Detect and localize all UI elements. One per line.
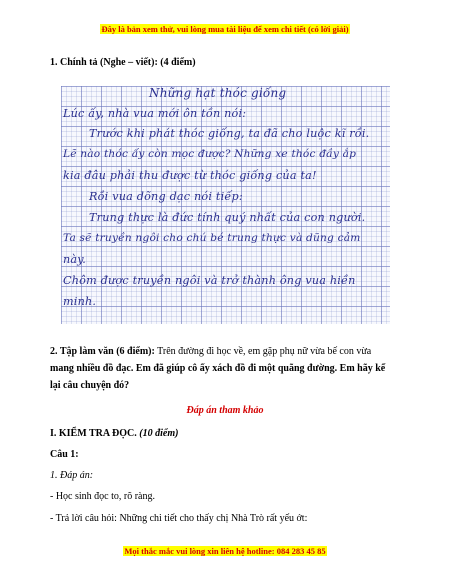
section-points: (10 điểm)	[139, 428, 179, 439]
answer-bullet: - Trả lời câu hỏi: Những chi tiết cho thấy chị Nhà Trò rất yếu ớt:	[50, 513, 308, 524]
handwriting-line: Trung thực là đức tính quý nhất của con người.	[89, 211, 366, 224]
top-banner-text: Đây là bản xem thử, vui lòng mua tài liệu để xem chi tiết (có lời giải)	[101, 24, 349, 34]
handwriting-line: Lẽ nào thóc ấy còn mọc được? Những xe thóc đầy ắp	[63, 148, 357, 160]
handwriting-line: này.	[63, 253, 87, 266]
section-heading	[50, 427, 178, 440]
essay-label: 2. Tập làm văn (6 điểm):	[50, 346, 155, 357]
handwriting-line: Lúc ấy, nhà vua mới ôn tồn nói:	[63, 107, 247, 120]
essay-prompt-bold: mang nhiều đồ đạc. Em đã giúp cô ấy xách đồ đi một quãng đường. Em hãy kể lại câu chuyện đó?	[50, 363, 386, 391]
essay-prompt-plain: Trên đường đi học về, em gặp phụ nữ vừa bế con vừa	[154, 346, 372, 357]
handwriting-line: Rồi vua dõng dạc nói tiếp:	[89, 190, 243, 203]
bottom-banner-text: Mọi thắc mắc vui lòng xin liên hệ hotline: 084 283 45 85	[124, 546, 326, 556]
handwriting-line: Chôm được truyền ngôi và trở thành ông vua hiền	[63, 274, 356, 287]
handwriting-line: minh.	[63, 295, 97, 308]
answer-heading: Đáp án tham khảo	[186, 405, 264, 416]
answer-bullet: - Học sinh đọc to, rõ ràng.	[50, 491, 155, 502]
question-label: Câu 1:	[50, 449, 79, 460]
essay-question	[50, 343, 395, 394]
handwriting-title: Những hạt thóc giống	[149, 86, 287, 100]
handwriting-line: Trước khi phát thóc giống, ta đã cho luộc kĩ rồi.	[89, 127, 370, 140]
section-label: I. KIỂM TRA ĐỌC.	[50, 428, 137, 439]
top-banner	[0, 23, 450, 35]
handwriting-image	[61, 86, 390, 324]
dictation-heading: 1. Chính tả (Nghe – viết): (4 điểm)	[50, 57, 196, 68]
bottom-banner	[0, 545, 450, 557]
handwriting-line: kia đâu phải thu được từ thóc giống của ta!	[63, 169, 317, 182]
sub-label: 1. Đáp án:	[50, 470, 94, 481]
handwriting-line: Ta sẽ truyền ngôi cho chú bé trung thực và dũng cảm	[63, 232, 361, 244]
